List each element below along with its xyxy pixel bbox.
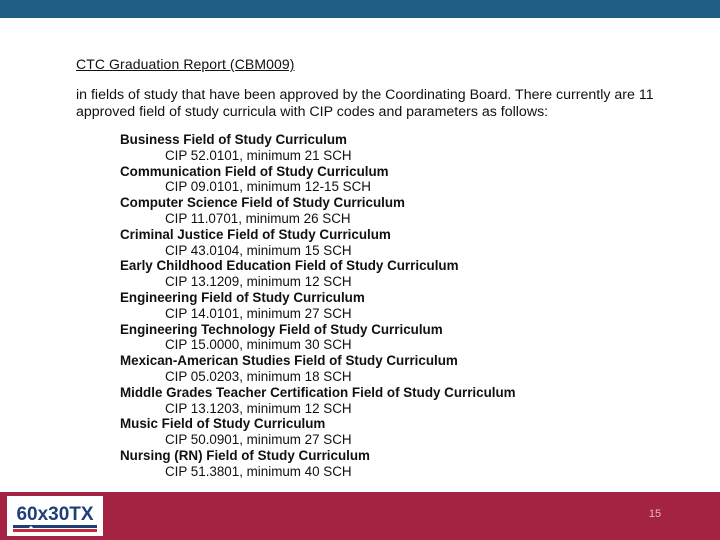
- curriculum-name: Business Field of Study Curriculum: [120, 132, 347, 147]
- logo-underline-blue: [13, 525, 97, 528]
- list-item: [120, 416, 696, 448]
- curriculum-params: CIP 52.0101, minimum 21 SCH: [165, 147, 352, 163]
- list-item: [120, 322, 696, 354]
- intro-paragraph: in fields of study that have been approved by the Coordinating Board. There currently are 11 approved field of study curricula with CIP codes and parameters as follows:: [76, 87, 654, 120]
- curriculum-params: CIP 11.0701, minimum 26 SCH: [165, 210, 351, 226]
- list-item: [120, 132, 696, 164]
- logo-underline-red: [13, 529, 97, 532]
- document-excerpt: [76, 55, 696, 480]
- curriculum-params: CIP 50.0901, minimum 27 SCH: [165, 432, 352, 448]
- curriculum-name: Mexican-American Studies Field of Study Curriculum: [120, 353, 458, 369]
- list-item: [120, 227, 696, 259]
- page-number: 15: [648, 508, 662, 520]
- curriculum-name: Music Field of Study Curriculum: [120, 416, 326, 432]
- footer-bar: [0, 492, 720, 540]
- curriculum-name: Engineering Technology Field of Study Curriculum: [120, 321, 443, 337]
- curriculum-params: CIP 05.0203, minimum 18 SCH: [165, 368, 352, 384]
- curricula-list: [120, 132, 696, 480]
- list-item: [120, 385, 696, 417]
- curriculum-params: CIP 43.0104, minimum 15 SCH: [165, 242, 352, 258]
- curriculum-name: Early Childhood Education Field of Study Curriculum: [120, 258, 459, 274]
- top-bar: [0, 0, 720, 18]
- curriculum-params: CIP 14.0101, minimum 27 SCH: [165, 305, 352, 321]
- list-item: [120, 353, 696, 385]
- list-item: [120, 290, 696, 322]
- curriculum-name: Communication Field of Study Curriculum: [120, 163, 389, 179]
- curriculum-params: CIP 13.1203, minimum 12 SCH: [165, 400, 352, 416]
- curriculum-params: CIP 51.3801, minimum 40 SCH: [165, 463, 352, 479]
- list-item: [120, 195, 696, 227]
- logo-60x30tx: [7, 496, 103, 536]
- curriculum-name: Computer Science Field of Study Curriculum: [120, 195, 405, 211]
- list-item: [120, 258, 696, 290]
- logo-text: 60x30TX: [16, 504, 94, 525]
- curriculum-name: Engineering Field of Study Curriculum: [120, 289, 365, 305]
- curriculum-params: CIP 13.1209, minimum 12 SCH: [165, 274, 352, 290]
- curriculum-params: CIP 15.0000, minimum 30 SCH: [165, 337, 352, 353]
- list-item: [120, 164, 696, 196]
- curriculum-name: Nursing (RN) Field of Study Curriculum: [120, 447, 370, 463]
- logo-60x30tx-graphic: [7, 496, 103, 536]
- list-item: [120, 448, 696, 480]
- document-title: CTC Graduation Report (CBM009): [76, 56, 295, 72]
- curriculum-params: CIP 09.0101, minimum 12-15 SCH: [165, 179, 371, 195]
- curriculum-name: Middle Grades Teacher Certification Field of Study Curriculum: [120, 384, 516, 400]
- curriculum-name: Criminal Justice Field of Study Curriculum: [120, 226, 391, 242]
